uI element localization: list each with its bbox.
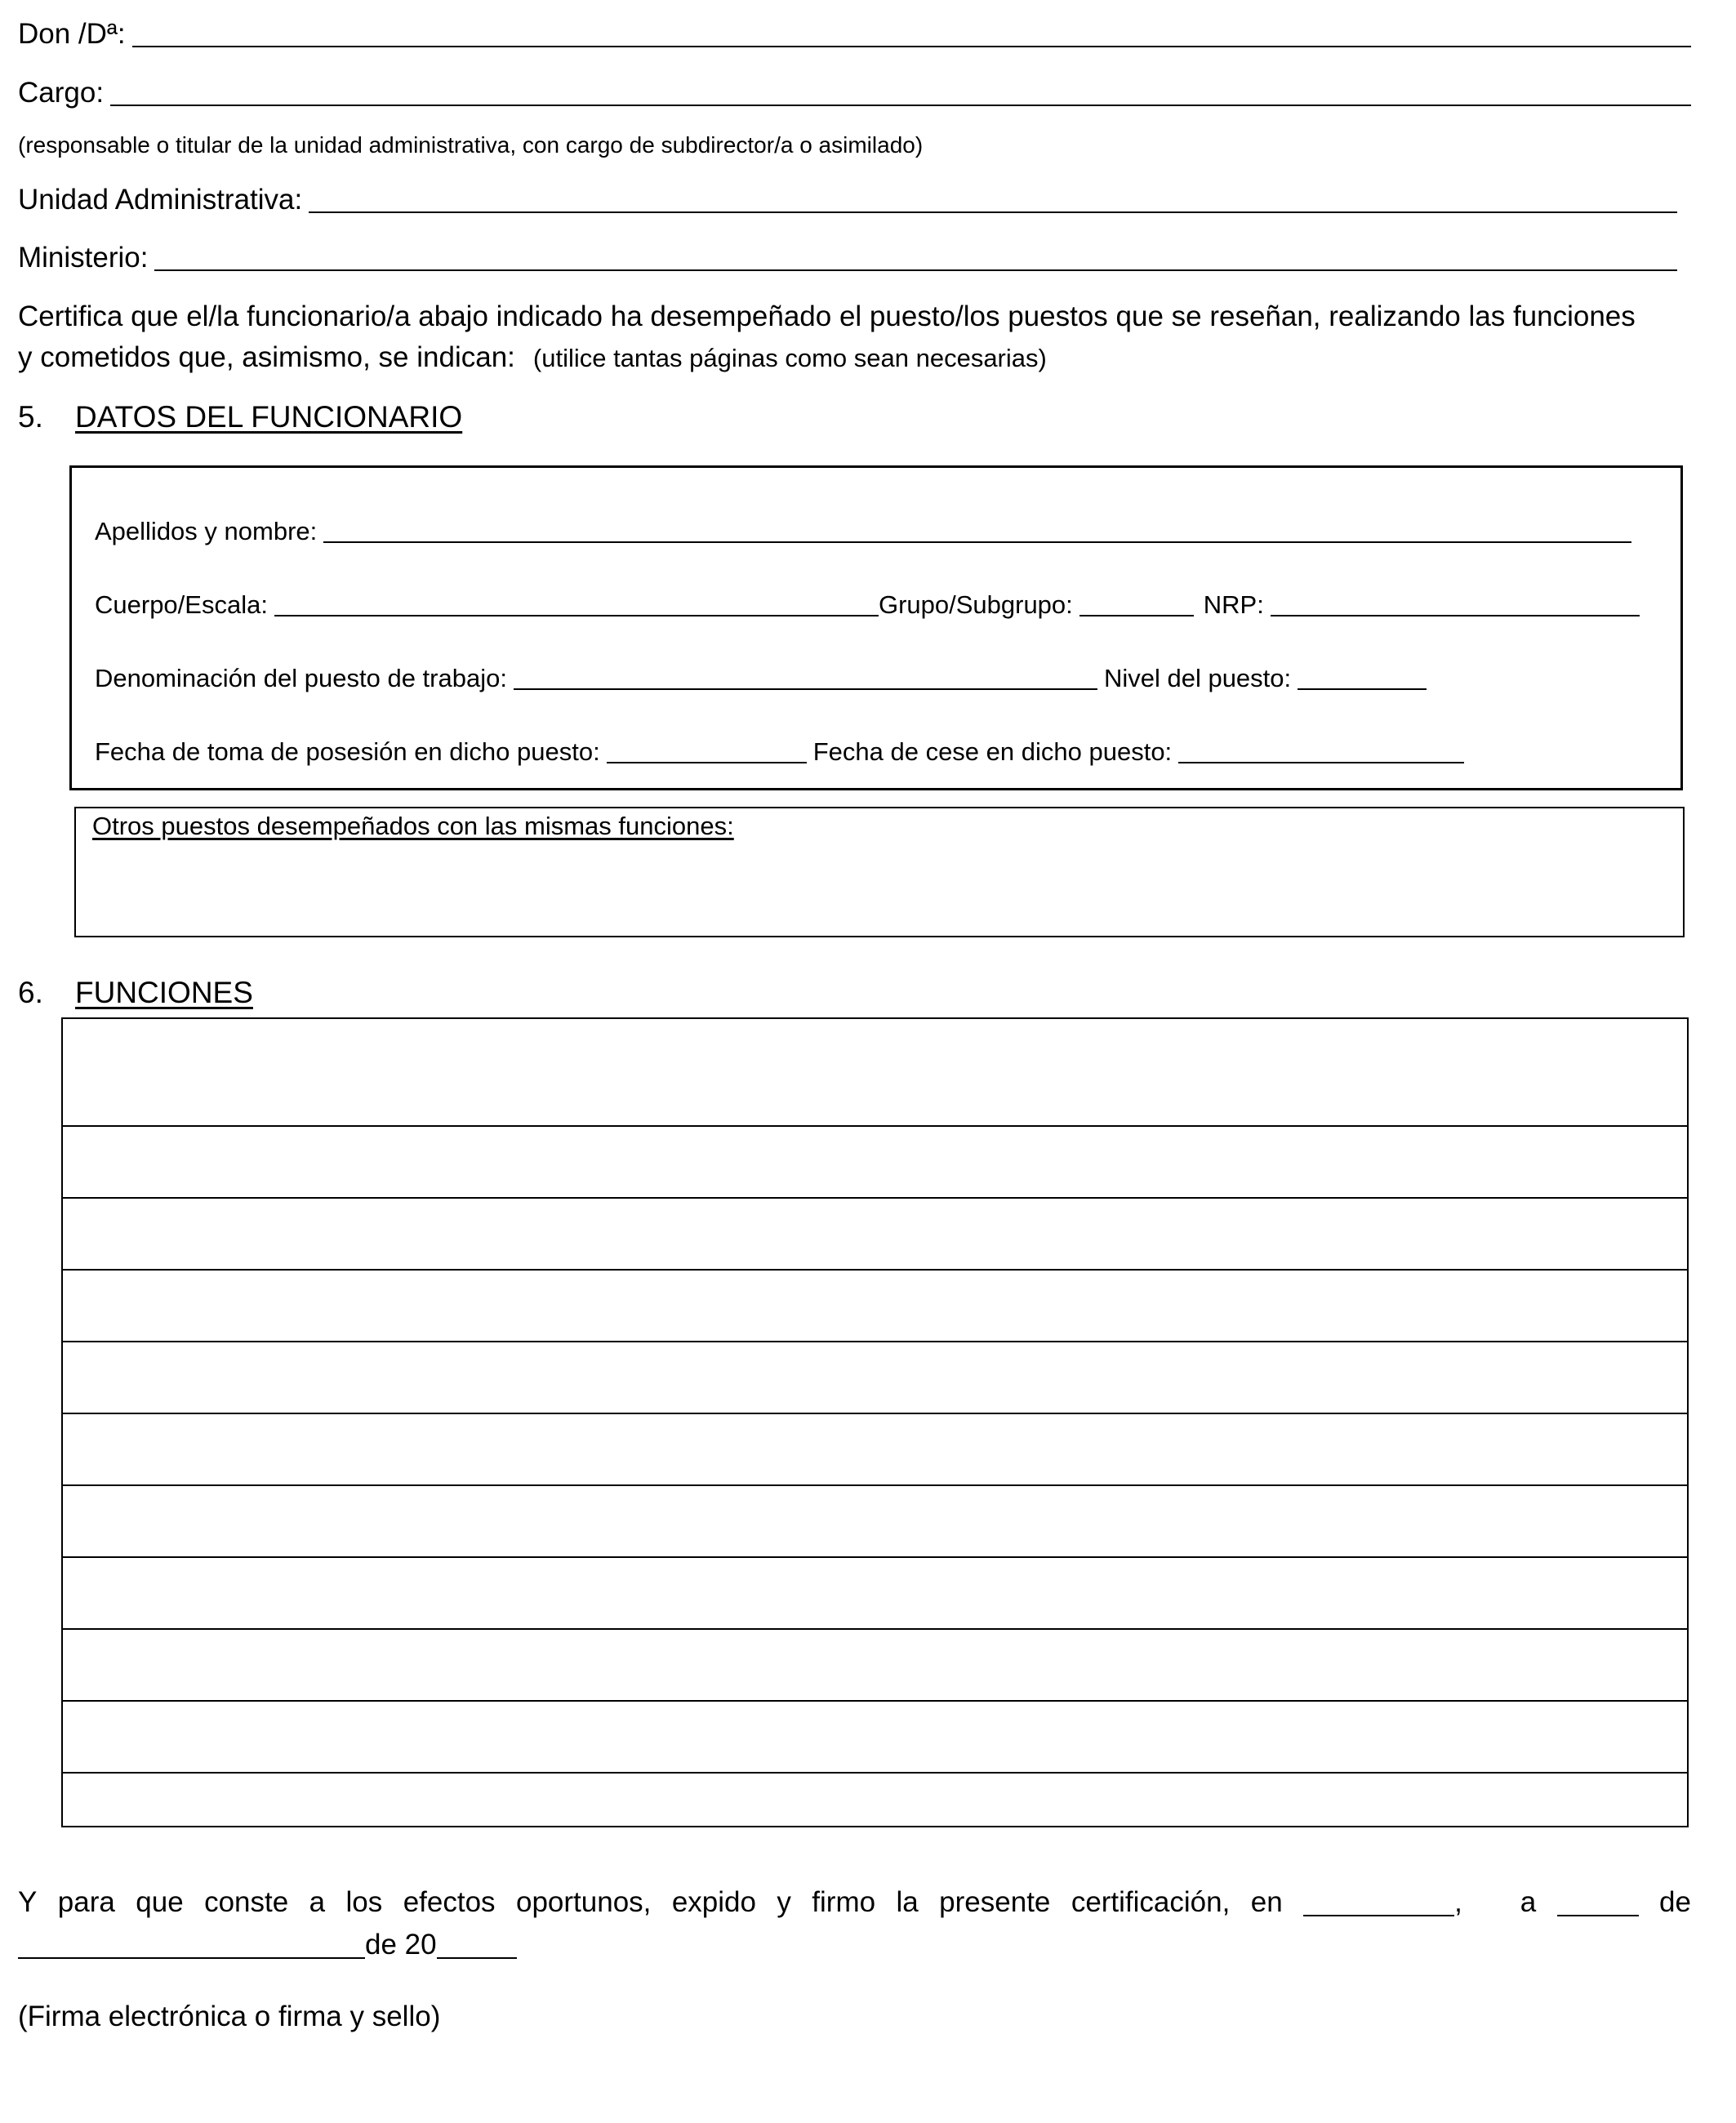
cargo-line — [18, 77, 1691, 109]
closing-word: efectos — [403, 1886, 496, 1918]
closing-word: conste — [204, 1886, 289, 1918]
apellidos-row — [95, 517, 1631, 546]
closing-word: y — [777, 1886, 791, 1918]
unidad-label: Unidad Administrativa: — [18, 184, 303, 216]
section-6-number: 6. — [18, 976, 43, 1009]
denominacion-field[interactable] — [514, 688, 1097, 690]
certifica-note: (utilice tantas páginas como sean necesarias) — [532, 344, 1047, 372]
cuerpo-label: Cuerpo/Escala: — [95, 590, 268, 619]
closing-word: la — [896, 1886, 919, 1918]
funciones-row[interactable] — [63, 1199, 1687, 1271]
unidad-line — [18, 184, 1677, 216]
signature-note: (Firma electrónica o firma y sello) — [18, 2001, 441, 2032]
nivel-label: Nivel del puesto: — [1103, 664, 1292, 692]
cargo-note-line — [18, 132, 1691, 158]
funciones-row[interactable] — [63, 1414, 1687, 1486]
closing-word: firmo — [812, 1886, 876, 1918]
don-line — [18, 18, 1691, 51]
closing-word: oportunos, — [515, 1886, 652, 1918]
closing-word: para — [57, 1886, 115, 1918]
unidad-field[interactable] — [309, 211, 1677, 213]
closing-word-a: a — [1520, 1886, 1537, 1918]
fecha-cese-field[interactable] — [1178, 762, 1464, 763]
cuerpo-row — [95, 590, 1640, 620]
certifica-text-1: Certifica que el/la funcionario/a abajo indicado ha desempeñado el puesto/los puestos que se reseñan, realizando las funciones — [18, 300, 1636, 332]
place-group — [1303, 1886, 1462, 1919]
grupo-field[interactable] — [1079, 615, 1194, 616]
nrp-label: NRP: — [1203, 590, 1264, 619]
closing-word: en — [1250, 1886, 1283, 1918]
closing-word: certificación, — [1071, 1886, 1231, 1918]
section-6-heading — [18, 976, 253, 1010]
funciones-row[interactable] — [63, 1271, 1687, 1342]
ministerio-field[interactable] — [154, 269, 1677, 271]
certifica-line-1 — [18, 300, 1691, 333]
closing-word: a — [309, 1886, 326, 1918]
nivel-field[interactable] — [1298, 688, 1427, 690]
closing-comma: , — [1454, 1886, 1462, 1918]
datos-funcionario-box — [69, 465, 1683, 790]
closing-word: los — [345, 1886, 383, 1918]
certifica-text-2: y cometidos que, asimismo, se indican: — [18, 341, 515, 373]
fecha-toma-label: Fecha de toma de posesión en dicho puesto: — [95, 737, 600, 766]
cargo-label: Cargo: — [18, 77, 105, 109]
month-field[interactable] — [18, 1957, 365, 1959]
fecha-toma-field[interactable] — [607, 762, 807, 763]
funciones-row[interactable] — [63, 1019, 1687, 1127]
closing-word: presente — [939, 1886, 1051, 1918]
cargo-field[interactable] — [110, 105, 1691, 106]
ministerio-label: Ministerio: — [18, 242, 149, 274]
funciones-row[interactable] — [63, 1127, 1687, 1199]
section-6-title: FUNCIONES — [75, 976, 253, 1009]
otros-puestos-box[interactable] — [74, 807, 1685, 937]
section-5-number: 5. — [18, 400, 43, 434]
closing-word: que — [136, 1886, 184, 1918]
closing-line-1 — [18, 1886, 1691, 1919]
nrp-field[interactable] — [1271, 615, 1640, 616]
don-label: Don /Dª: — [18, 18, 126, 50]
closing-de-20: de 20 — [365, 1929, 437, 1961]
day-field[interactable] — [1557, 1915, 1639, 1916]
grupo-label: Grupo/Subgrupo: — [878, 590, 1073, 619]
fechas-row — [95, 737, 1464, 767]
denominacion-label: Denominación del puesto de trabajo: — [95, 664, 507, 692]
year-field[interactable] — [437, 1957, 517, 1959]
funciones-row[interactable] — [63, 1486, 1687, 1558]
apellidos-label: Apellidos y nombre: — [95, 517, 318, 545]
funciones-row[interactable] — [63, 1630, 1687, 1702]
don-field[interactable] — [132, 46, 1691, 47]
closing-word: expido — [671, 1886, 756, 1918]
funciones-row[interactable] — [63, 1702, 1687, 1774]
funciones-row[interactable] — [63, 1558, 1687, 1630]
ministerio-line — [18, 242, 1677, 274]
cuerpo-field[interactable] — [274, 615, 879, 616]
closing-word: Y — [18, 1886, 38, 1918]
cargo-note: (responsable o titular de la unidad administrativa, con cargo de subdirector/a o asimilado) — [18, 132, 924, 158]
denominacion-row — [95, 664, 1427, 693]
funciones-table — [61, 1017, 1689, 1827]
fecha-cese-label: Fecha de cese en dicho puesto: — [812, 737, 1173, 766]
certifica-line-2 — [18, 341, 1691, 374]
place-field[interactable] — [1303, 1915, 1454, 1916]
funciones-row[interactable] — [63, 1774, 1687, 1826]
closing-word-de: de — [1659, 1886, 1691, 1918]
section-5-heading — [18, 400, 462, 434]
section-5-title: DATOS DEL FUNCIONARIO — [75, 400, 463, 434]
otros-puestos-label: Otros puestos desempeñados con las mismas funciones: — [92, 812, 734, 840]
funciones-row[interactable] — [63, 1342, 1687, 1414]
apellidos-field[interactable] — [323, 541, 1631, 543]
closing-line-2 — [18, 1929, 517, 1961]
